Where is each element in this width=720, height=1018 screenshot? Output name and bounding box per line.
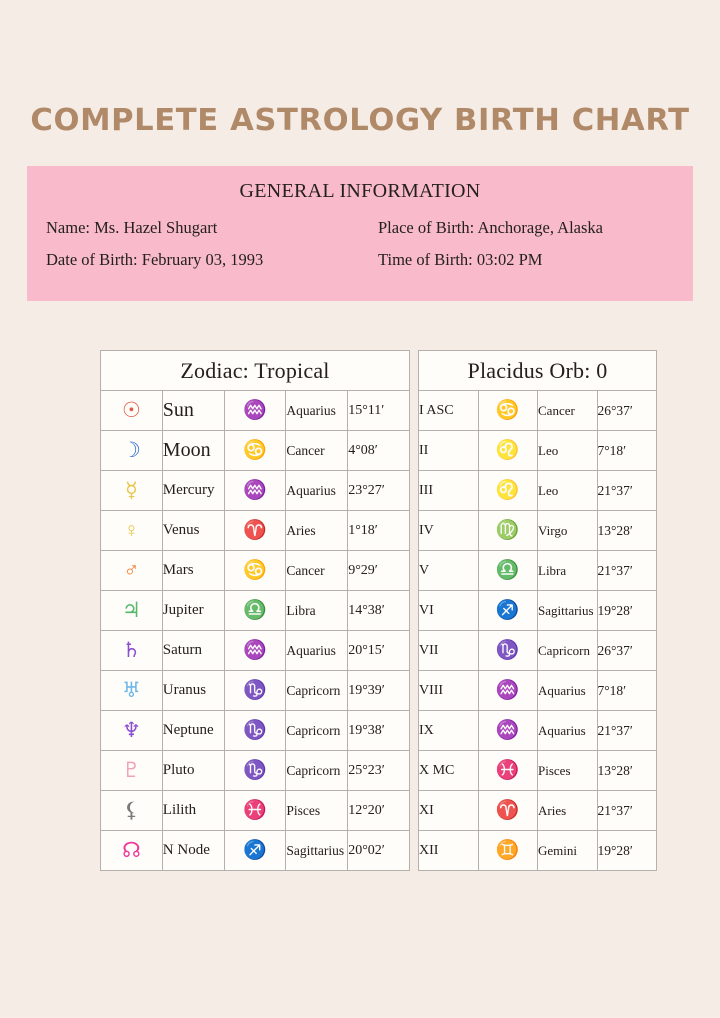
planet-glyph-icon: ⚸: [101, 791, 163, 831]
zodiac-sign-name: Leo: [538, 471, 598, 511]
houses-table-header: Placidus Orb: 0: [419, 351, 657, 391]
house-degree: 21°37′: [597, 551, 657, 591]
house-number: V: [419, 551, 479, 591]
zodiac-sign-glyph-icon: ♋: [478, 391, 538, 431]
table-row: [419, 551, 657, 591]
zodiac-sign-glyph-icon: ♒: [478, 671, 538, 711]
house-degree: 13°28′: [597, 511, 657, 551]
general-information-row: [27, 250, 693, 270]
houses-table: [418, 350, 657, 871]
zodiac-sign-name: Capricorn: [286, 671, 348, 711]
planet-name: Jupiter: [162, 591, 224, 631]
table-row: [101, 671, 410, 711]
house-number: VII: [419, 631, 479, 671]
zodiac-sign-glyph-icon: ♐: [224, 831, 286, 871]
house-number: III: [419, 471, 479, 511]
zodiac-sign-name: Cancer: [538, 391, 598, 431]
planet-name: N Node: [162, 831, 224, 871]
planet-name: Mars: [162, 551, 224, 591]
zodiac-sign-glyph-icon: ♋: [224, 551, 286, 591]
general-information-panel: [27, 166, 693, 301]
planet-glyph-icon: ♅: [101, 671, 163, 711]
planet-glyph-icon: ♂: [101, 551, 163, 591]
place-of-birth-field: Place of Birth: Anchorage, Alaska: [378, 218, 603, 237]
name-field: Name: Ms. Hazel Shugart: [46, 218, 218, 237]
house-degree: 7°18′: [597, 671, 657, 711]
planet-glyph-icon: ♆: [101, 711, 163, 751]
zodiac-sign-glyph-icon: ♎: [478, 551, 538, 591]
zodiac-sign-glyph-icon: ♒: [224, 391, 286, 431]
planet-degree: 20°02′: [348, 831, 410, 871]
planet-glyph-icon: ☊: [101, 831, 163, 871]
zodiac-sign-name: Sagittarius: [538, 591, 598, 631]
zodiac-sign-name: Sagittarius: [286, 831, 348, 871]
planet-degree: 19°38′: [348, 711, 410, 751]
planet-degree: 12°20′: [348, 791, 410, 831]
zodiac-sign-name: Aquarius: [538, 711, 598, 751]
zodiac-sign-name: Pisces: [538, 751, 598, 791]
zodiac-sign-glyph-icon: ♒: [478, 711, 538, 751]
planet-glyph-icon: ♄: [101, 631, 163, 671]
zodiac-sign-name: Aquarius: [286, 471, 348, 511]
general-information-grid: [27, 218, 693, 282]
zodiac-sign-name: Libra: [286, 591, 348, 631]
house-number: I ASC: [419, 391, 479, 431]
house-number: II: [419, 431, 479, 471]
table-row: [101, 831, 410, 871]
zodiac-sign-glyph-icon: ♍: [478, 511, 538, 551]
house-number: VI: [419, 591, 479, 631]
planet-name: Moon: [162, 431, 224, 471]
house-number: XI: [419, 791, 479, 831]
house-degree: 19°28′: [597, 831, 657, 871]
general-information-heading: GENERAL INFORMATION: [239, 180, 481, 202]
table-row: [101, 511, 410, 551]
zodiac-sign-name: Aquarius: [538, 671, 598, 711]
zodiac-sign-glyph-icon: ♋: [224, 431, 286, 471]
table-row: [101, 471, 410, 511]
zodiac-sign-glyph-icon: ♎: [224, 591, 286, 631]
house-degree: 21°37′: [597, 471, 657, 511]
zodiac-sign-name: Cancer: [286, 431, 348, 471]
page-title: COMPLETE ASTROLOGY BIRTH CHART: [30, 103, 690, 138]
zodiac-sign-glyph-icon: ♈: [478, 791, 538, 831]
planet-glyph-icon: ☿: [101, 471, 163, 511]
planet-name: Sun: [162, 391, 224, 431]
table-row: [101, 391, 410, 431]
zodiac-sign-glyph-icon: ♑: [224, 751, 286, 791]
house-degree: 21°37′: [597, 711, 657, 751]
planet-glyph-icon: ♀: [101, 511, 163, 551]
planet-degree: 25°23′: [348, 751, 410, 791]
planet-name: Pluto: [162, 751, 224, 791]
zodiac-sign-name: Cancer: [286, 551, 348, 591]
table-row: [101, 551, 410, 591]
zodiac-sign-name: Aquarius: [286, 631, 348, 671]
table-row: [419, 671, 657, 711]
table-row: [419, 511, 657, 551]
zodiac-sign-glyph-icon: ♐: [478, 591, 538, 631]
table-row: [101, 631, 410, 671]
zodiac-sign-glyph-icon: ♓: [224, 791, 286, 831]
house-number: XII: [419, 831, 479, 871]
planet-degree: 9°29′: [348, 551, 410, 591]
table-row: [419, 631, 657, 671]
zodiac-sign-name: Aries: [286, 511, 348, 551]
planet-name: Saturn: [162, 631, 224, 671]
zodiac-sign-glyph-icon: ♈: [224, 511, 286, 551]
table-row: [419, 591, 657, 631]
planet-degree: 15°11′: [348, 391, 410, 431]
house-number: X MC: [419, 751, 479, 791]
house-degree: 13°28′: [597, 751, 657, 791]
planet-degree: 23°27′: [348, 471, 410, 511]
planets-table: [100, 350, 410, 871]
house-degree: 26°37′: [597, 631, 657, 671]
zodiac-sign-name: Capricorn: [286, 751, 348, 791]
planet-glyph-icon: ♇: [101, 751, 163, 791]
zodiac-sign-glyph-icon: ♑: [224, 711, 286, 751]
house-degree: 21°37′: [597, 791, 657, 831]
zodiac-sign-name: Pisces: [286, 791, 348, 831]
zodiac-sign-name: Aries: [538, 791, 598, 831]
general-information-row: [27, 218, 693, 238]
zodiac-sign-glyph-icon: ♊: [478, 831, 538, 871]
planet-name: Uranus: [162, 671, 224, 711]
zodiac-sign-glyph-icon: ♌: [478, 471, 538, 511]
zodiac-sign-glyph-icon: ♑: [224, 671, 286, 711]
table-row: [419, 831, 657, 871]
zodiac-sign-name: Aquarius: [286, 391, 348, 431]
planet-name: Venus: [162, 511, 224, 551]
date-of-birth-field: Date of Birth: February 03, 1993: [46, 250, 264, 269]
table-row: [419, 791, 657, 831]
zodiac-sign-glyph-icon: ♑: [478, 631, 538, 671]
time-of-birth-field: Time of Birth: 03:02 PM: [378, 250, 543, 269]
charts-tables: [100, 350, 657, 871]
table-row: [419, 711, 657, 751]
planet-name: Mercury: [162, 471, 224, 511]
table-row: [419, 471, 657, 511]
planet-degree: 14°38′: [348, 591, 410, 631]
house-number: IX: [419, 711, 479, 751]
zodiac-sign-glyph-icon: ♌: [478, 431, 538, 471]
house-degree: 19°28′: [597, 591, 657, 631]
zodiac-sign-name: Gemini: [538, 831, 598, 871]
planet-name: Lilith: [162, 791, 224, 831]
zodiac-sign-glyph-icon: ♒: [224, 471, 286, 511]
zodiac-sign-name: Capricorn: [286, 711, 348, 751]
table-row: [101, 751, 410, 791]
zodiac-sign-name: Virgo: [538, 511, 598, 551]
zodiac-sign-glyph-icon: ♒: [224, 631, 286, 671]
house-degree: 7°18′: [597, 431, 657, 471]
table-row: [101, 591, 410, 631]
table-row: [101, 711, 410, 751]
table-row: [101, 791, 410, 831]
planets-table-header: Zodiac: Tropical: [101, 351, 410, 391]
zodiac-sign-name: Libra: [538, 551, 598, 591]
house-number: IV: [419, 511, 479, 551]
table-row: [101, 431, 410, 471]
table-row: [419, 431, 657, 471]
table-row: [419, 751, 657, 791]
planet-name: Neptune: [162, 711, 224, 751]
planet-degree: 4°08′: [348, 431, 410, 471]
house-number: VIII: [419, 671, 479, 711]
planet-glyph-icon: ♃: [101, 591, 163, 631]
zodiac-sign-name: Capricorn: [538, 631, 598, 671]
house-degree: 26°37′: [597, 391, 657, 431]
planet-degree: 1°18′: [348, 511, 410, 551]
zodiac-sign-name: Leo: [538, 431, 598, 471]
zodiac-sign-glyph-icon: ♓: [478, 751, 538, 791]
table-row: [419, 391, 657, 431]
planet-degree: 20°15′: [348, 631, 410, 671]
planet-glyph-icon: ☽: [101, 431, 163, 471]
planet-degree: 19°39′: [348, 671, 410, 711]
planet-glyph-icon: ☉: [101, 391, 163, 431]
